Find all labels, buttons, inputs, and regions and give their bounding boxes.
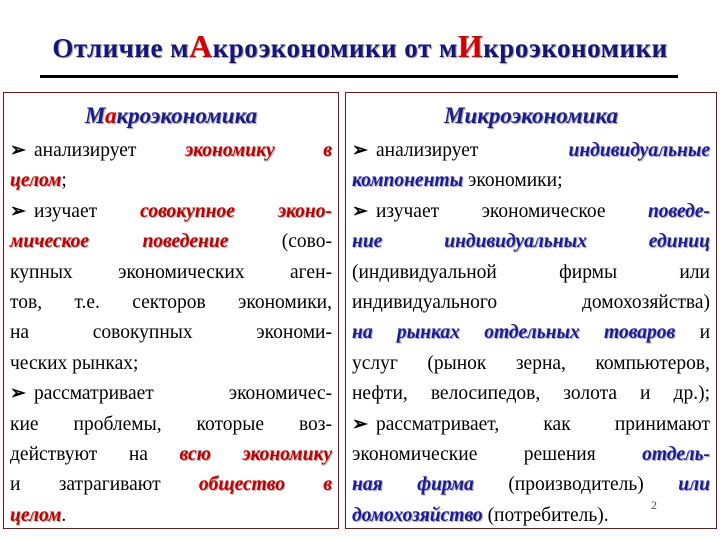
- arrow-bullet-icon: ➢: [10, 140, 26, 161]
- slide-title: Отличие мАкроэкономики от мИкроэкономики: [52, 28, 668, 64]
- macro-point-3: ➢ рассматривает экономичес- кие проблемы, которые воз- действуют на всю экономику и затрагивают общество в целом.: [10, 379, 332, 531]
- title-divider: [40, 75, 678, 78]
- arrow-bullet-icon: ➢: [10, 383, 26, 405]
- micro-point-3: ➢ рассматривает, как принимают экономические решения отдель- ная фирма (производитель) или домохозяйство (потребитель).: [352, 410, 710, 532]
- page-number: 2: [651, 498, 657, 512]
- arrow-bullet-icon: ➢: [352, 413, 368, 435]
- microeconomics-panel: [345, 92, 717, 529]
- arrow-bullet-icon: ➢: [352, 140, 368, 161]
- micro-point-2: ➢ изучает экономическое поведе- ние индивидуальных единиц (индивидуальной фирмы или индивидуального домохозяйства) на рынках отдельных товаров и услуг (рынок зерна, компьютеров, нефти, велосипедов, золота и др.);: [352, 197, 710, 410]
- macro-point-1: ➢ анализирует экономику в целом;: [10, 136, 332, 197]
- microeconomics-heading: Микроэкономика: [444, 103, 618, 128]
- arrow-bullet-icon: ➢: [10, 200, 26, 222]
- macro-point-2: ➢ изучает совокупное эконо- мическое поведение (сово- купных экономических аген- тов, т.е. секторов экономики, на совокупных экономи- ческих рынках;: [10, 197, 332, 379]
- macroeconomics-heading: Макроэкономика: [84, 103, 258, 128]
- arrow-bullet-icon: ➢: [352, 200, 368, 222]
- micro-point-1: ➢ анализирует индивидуальные компоненты экономики;: [352, 136, 710, 197]
- macroeconomics-panel: [3, 92, 339, 529]
